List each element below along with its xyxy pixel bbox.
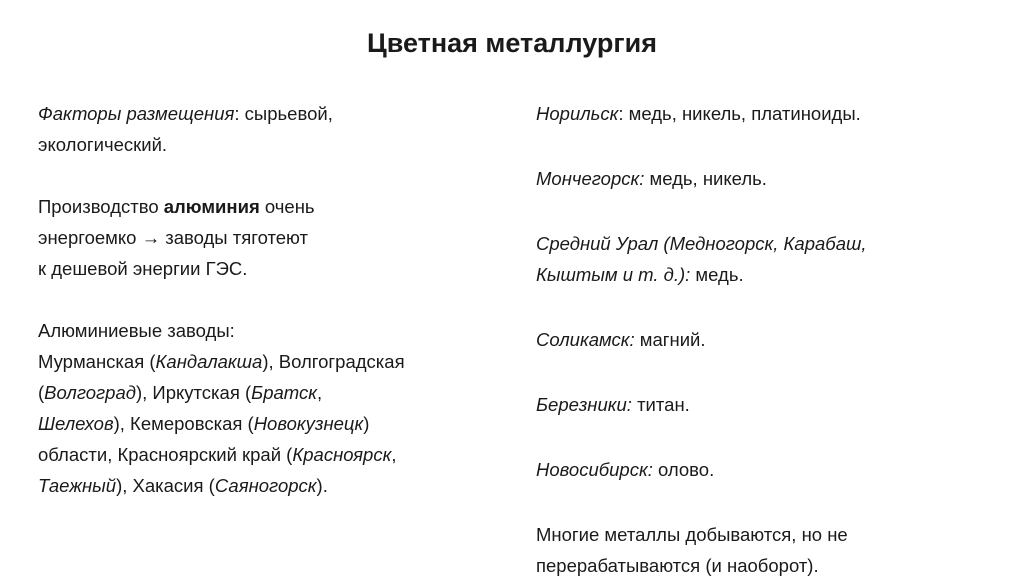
city-name: Шелехов xyxy=(38,413,114,434)
metals-line-2: перерабатываются (и наоборот). xyxy=(536,555,819,576)
plants-text: ( xyxy=(38,382,45,403)
plants-text: ), Хакасия ( xyxy=(116,475,215,496)
plants-line-2 xyxy=(38,377,508,408)
plants-line-5 xyxy=(38,470,508,501)
city-name: Братск xyxy=(251,382,317,403)
factors-label: Факторы размещения xyxy=(38,103,235,124)
factors-line-1 xyxy=(38,98,508,129)
solikamsk-label: Соликамск: xyxy=(536,329,635,350)
plants-text: ), Волгоградская xyxy=(262,351,405,372)
plants-text: , xyxy=(391,444,397,465)
aluminum-line-3: к дешевой энергии ГЭС. xyxy=(38,258,248,279)
ural-text: медь. xyxy=(690,264,744,285)
solikamsk-text: магний. xyxy=(634,329,706,350)
aluminum-pre: Производство xyxy=(38,196,164,217)
plants-line-1 xyxy=(38,346,508,377)
city-name: Новокузнецк xyxy=(253,413,364,434)
plants-text: ) xyxy=(363,413,370,434)
aluminum-post: очень xyxy=(259,196,315,217)
berezniki-line xyxy=(536,389,996,420)
norilsk-text: : медь, никель, платиноиды. xyxy=(618,103,861,124)
right-column xyxy=(536,98,996,581)
monchegorsk-label: Мончегорск: xyxy=(536,168,645,189)
city-name: Волгоград xyxy=(44,382,136,403)
aluminum-line-1 xyxy=(38,191,508,222)
berezniki-label: Березники: xyxy=(536,394,632,415)
plants-text: ), Иркутская ( xyxy=(135,382,252,403)
plants-text: области, Красноярский край ( xyxy=(38,444,293,465)
plants-text: , xyxy=(316,382,323,403)
plants-line-4 xyxy=(38,439,508,470)
solikamsk-line xyxy=(536,324,996,355)
novosibirsk-label: Новосибирск: xyxy=(536,459,653,480)
ural-label: Кыштым и т. д.): xyxy=(536,264,691,285)
city-name: Таежный xyxy=(38,475,117,496)
city-name: Саяногорск xyxy=(214,475,317,496)
page-title: Цветная металлургия xyxy=(367,28,657,58)
novosibirsk-line xyxy=(536,454,996,485)
plants-heading: Алюминиевые заводы: xyxy=(38,320,235,341)
plants-line-3 xyxy=(38,408,508,439)
novosibirsk-text: олово. xyxy=(652,459,715,480)
norilsk-label: Норильск xyxy=(536,103,619,124)
plants-text: ), Кемеровская ( xyxy=(113,413,254,434)
city-name: Кандалакша xyxy=(155,351,263,372)
left-column xyxy=(38,98,508,501)
monchegorsk-line xyxy=(536,163,996,194)
norilsk-line xyxy=(536,98,996,129)
plants-text: ). xyxy=(316,475,328,496)
metals-line-1: Многие металлы добываются, но не xyxy=(536,524,848,545)
factors-text: : сырьевой, xyxy=(234,103,333,124)
aluminum-line-2: энергоемко → заводы тяготеют xyxy=(38,227,308,248)
ural-line-2 xyxy=(536,259,996,290)
berezniki-text: титан. xyxy=(631,394,690,415)
aluminum-bold: алюминия xyxy=(163,196,260,217)
monchegorsk-text: медь, никель. xyxy=(644,168,767,189)
ural-line-1: Средний Урал (Медногорск, Карабаш, xyxy=(536,233,867,254)
city-name: Красноярск xyxy=(292,444,392,465)
factors-line-2: экологический. xyxy=(38,134,168,155)
plants-text: Мурманская ( xyxy=(38,351,156,372)
